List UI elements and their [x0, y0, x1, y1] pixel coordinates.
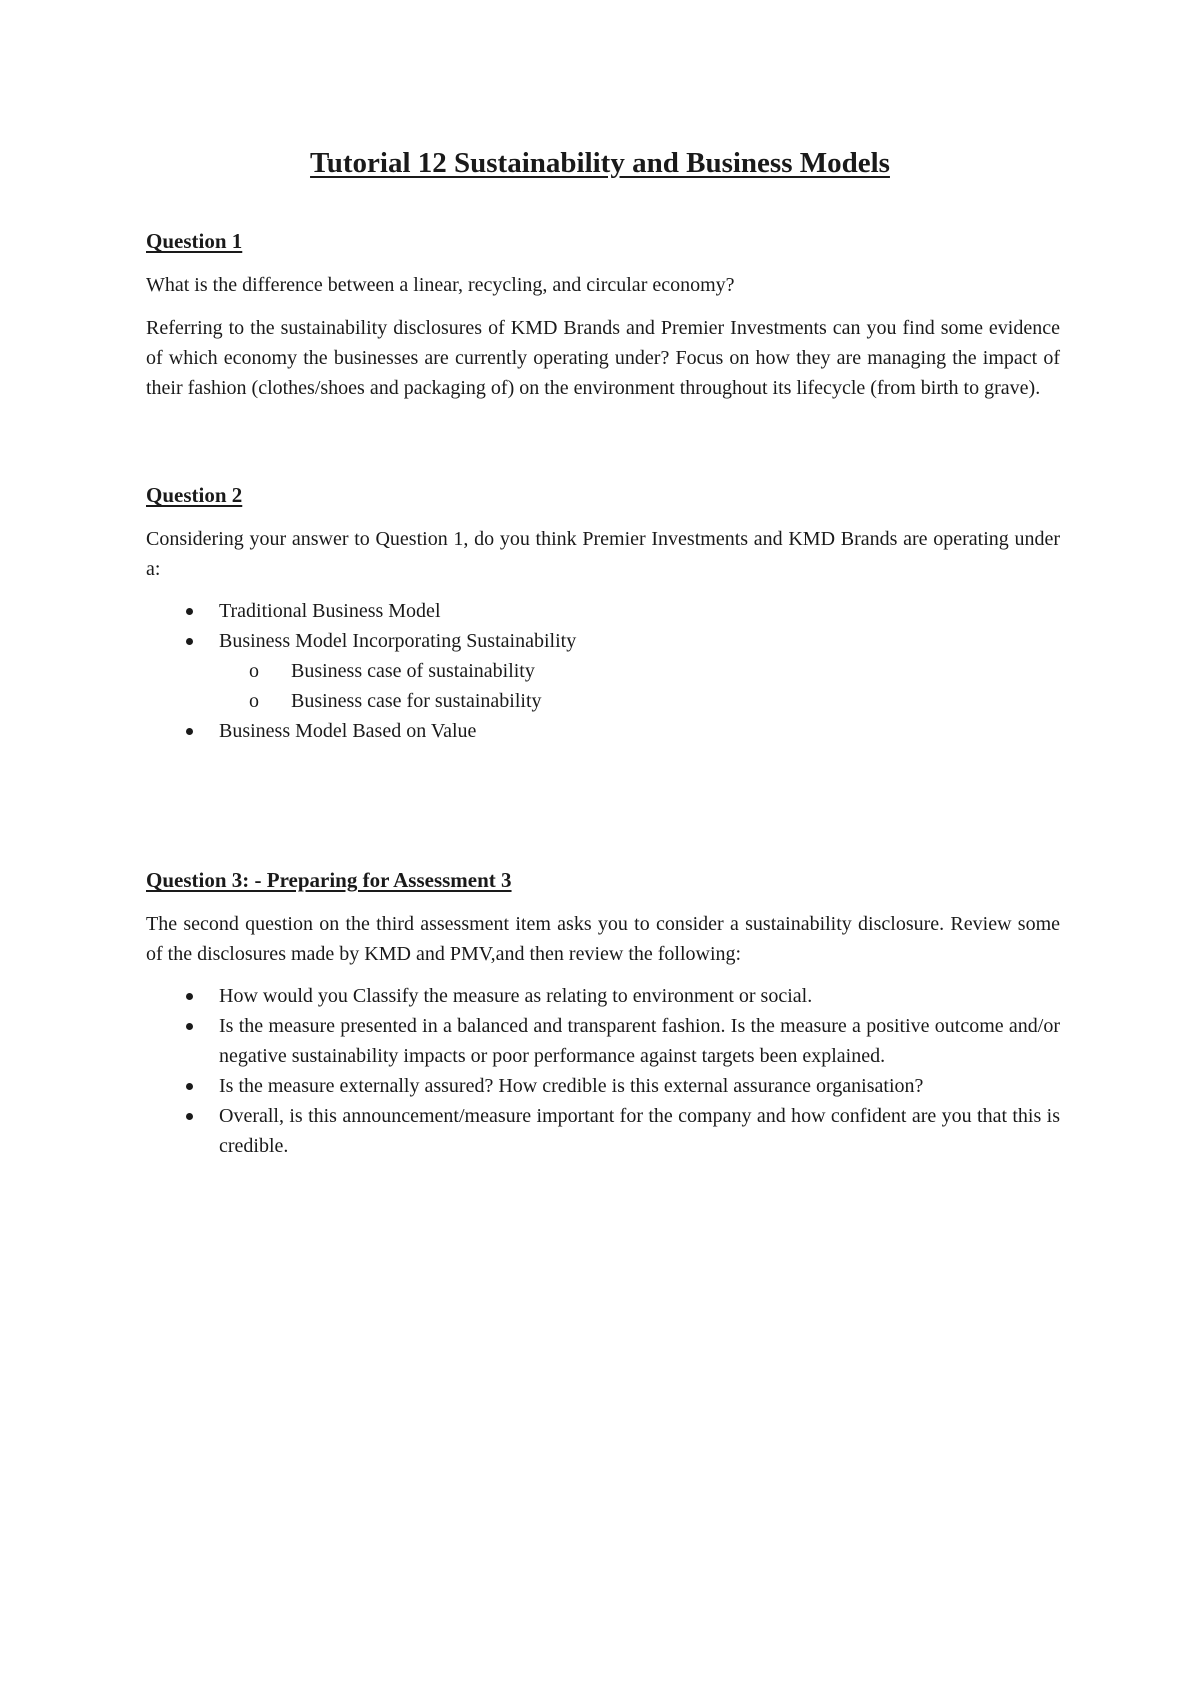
question-3-paragraph-1: The second question on the third assessment item asks you to consider a sustainability disclosure. Review some of the disclosures made by KMD and PMV,and then review the following: — [146, 913, 1060, 965]
question-2-heading: Question 2 — [146, 483, 243, 507]
list-item — [146, 981, 1060, 1011]
question-1-section — [146, 227, 1060, 403]
list-item — [146, 626, 1060, 656]
list-item-text: Is the measure externally assured? How credible is this external assurance organisation? — [219, 1075, 924, 1097]
business-model-list-continued — [146, 716, 1060, 746]
list-item — [146, 716, 1060, 746]
list-item-text: Business Model Incorporating Sustainability — [219, 630, 577, 652]
list-item — [146, 1011, 1060, 1071]
sub-list-item — [146, 686, 1060, 716]
bullet-icon — [186, 608, 193, 615]
list-item-text: Is the measure presented in a balanced and transparent fashion. Is the measure a positive outcome and/or negative sustainability impacts or poor performance against targets been explained. — [219, 1015, 1060, 1067]
circle-bullet-icon: o — [249, 660, 259, 682]
sub-list-item — [146, 656, 1060, 686]
list-item-text: Business Model Based on Value — [219, 720, 477, 742]
bullet-icon — [186, 638, 193, 645]
list-item — [146, 596, 1060, 626]
bullet-icon — [186, 1113, 193, 1120]
question-2-section — [146, 481, 1060, 746]
question-2-paragraph-1: Considering your answer to Question 1, do you think Premier Investments and KMD Brands are operating under a: — [146, 528, 1060, 580]
sustainability-sub-list — [146, 656, 1060, 716]
question-1-heading: Question 1 — [146, 229, 243, 253]
list-item-text: Traditional Business Model — [219, 600, 441, 622]
question-3-section — [146, 866, 1060, 1161]
question-3-heading: Question 3: - Preparing for Assessment 3 — [146, 868, 512, 892]
list-item-text: How would you Classify the measure as relating to environment or social. — [219, 985, 813, 1007]
list-item — [146, 1101, 1060, 1161]
page-title: Tutorial 12 Sustainability and Business Models — [310, 147, 890, 179]
business-model-list — [146, 596, 1060, 656]
circle-bullet-icon: o — [249, 690, 259, 712]
bullet-icon — [186, 1083, 193, 1090]
list-item-text: Overall, is this announcement/measure important for the company and how confident are you that this is credible. — [219, 1105, 1060, 1157]
assessment-checklist — [146, 981, 1060, 1161]
question-1-paragraph-1: What is the difference between a linear, recycling, and circular economy? — [146, 274, 735, 296]
question-1-paragraph-2: Referring to the sustainability disclosures of KMD Brands and Premier Investments can you find some evidence of which economy the businesses are currently operating under? Focus on how they are managing the impact of their fashion (clothes/shoes and packaging of) on the environment throughout its lifecycle (from birth to grave). — [146, 317, 1060, 399]
sub-list-item-text: Business case for sustainability — [291, 690, 542, 712]
bullet-icon — [186, 728, 193, 735]
bullet-icon — [186, 1023, 193, 1030]
bullet-icon — [186, 993, 193, 1000]
sub-list-item-text: Business case of sustainability — [291, 660, 535, 682]
list-item — [146, 1071, 1060, 1101]
